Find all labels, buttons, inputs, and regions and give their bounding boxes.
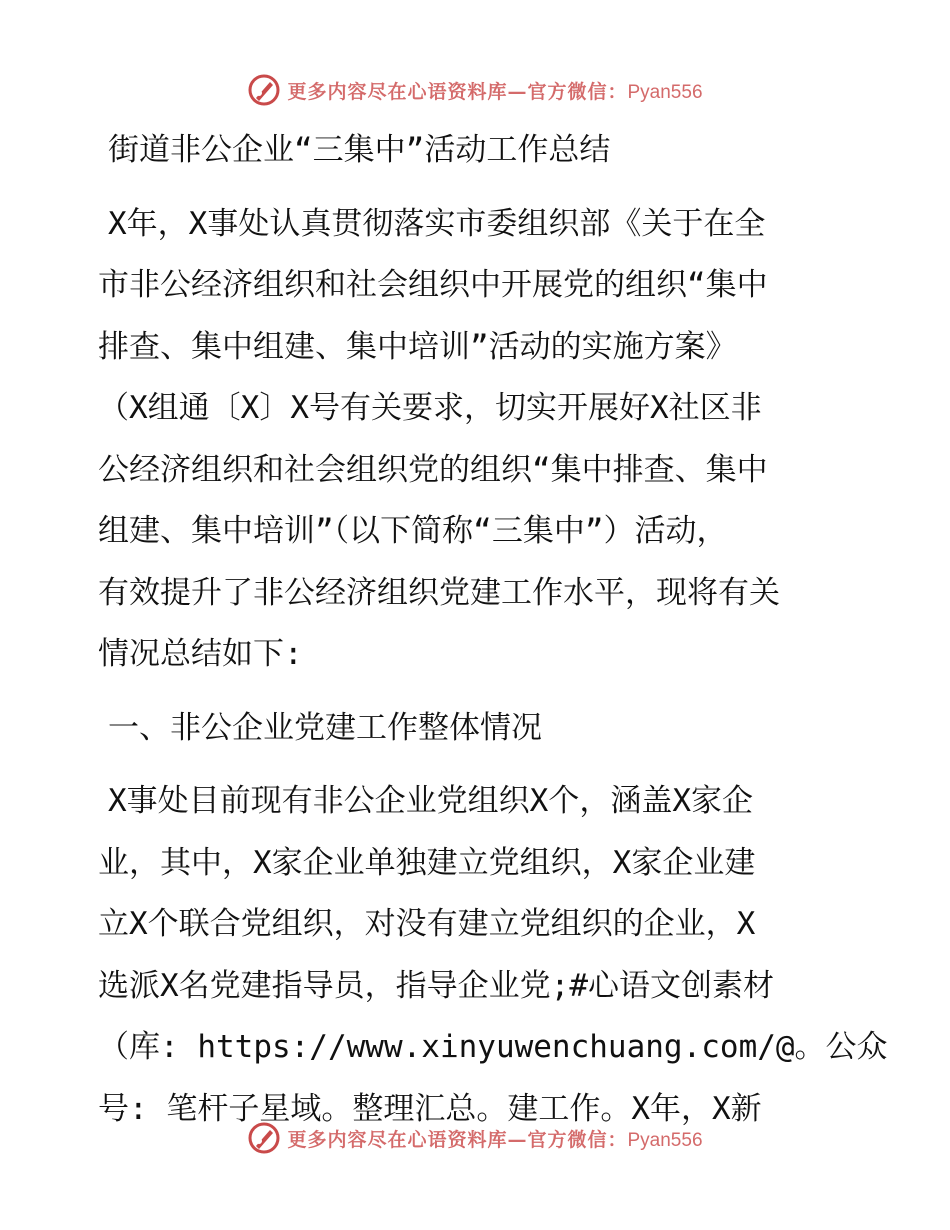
header-watermark-banner: [0, 70, 950, 110]
text-line: 业，其中，X家企业单独建立党组织，X家企业建: [98, 844, 756, 881]
document-title: 街道非公企业“三集中”活动工作总结: [108, 132, 611, 168]
text-line: 情况总结如下:: [98, 636, 303, 672]
text-line: 公经济组织和社会组织党的组织“集中排查、集中: [98, 451, 768, 488]
text-line: X事处目前现有非公企业党组织X个，涵盖X家企: [108, 783, 753, 819]
section-heading: 一、非公企业党建工作整体情况: [108, 709, 542, 746]
text-line: X年，X事处认真贯彻落实市委组织部《关于在全: [108, 205, 766, 242]
text-line: 号: 笔杆子星域。整理汇总。建工作。X年，X新: [98, 1090, 762, 1127]
watermark-text: 更多内容尽在心语资料库—官方微信：Pyan556: [287, 80, 703, 103]
text-line: 立X个联合党组织，对没有建立党组织的企业，X: [98, 906, 756, 942]
text-line: 选派X名党建指导员，指导企业党;#心语文创素材: [98, 967, 774, 1004]
text-line: 市非公经济组织和社会组织中开展党的组织“集中: [98, 267, 768, 303]
brand-logo-icon: [247, 1121, 281, 1155]
text-line: 有效提升了非公经济组织党建工作水平，现将有关: [98, 574, 780, 611]
footer-watermark-banner: [0, 1118, 950, 1158]
text-line: （库: https://www.xinyuwenchuang.com/@。公众: [98, 1029, 888, 1065]
document-body: [98, 120, 888, 1140]
paragraph-intro: [98, 194, 858, 686]
text-line: 组建、集中培训”（以下简称“三集中”）活动，: [98, 513, 728, 549]
watermark-text: 更多内容尽在心语资料库—官方微信：Pyan556: [287, 1128, 703, 1151]
text-line: （X组通〔X〕X号有关要求，切实开展好X社区非: [98, 390, 762, 426]
paragraph-section-1: [98, 771, 888, 1140]
text-line: 排查、集中组建、集中培训”活动的实施方案》: [98, 328, 737, 365]
brand-logo-icon: [247, 73, 281, 107]
